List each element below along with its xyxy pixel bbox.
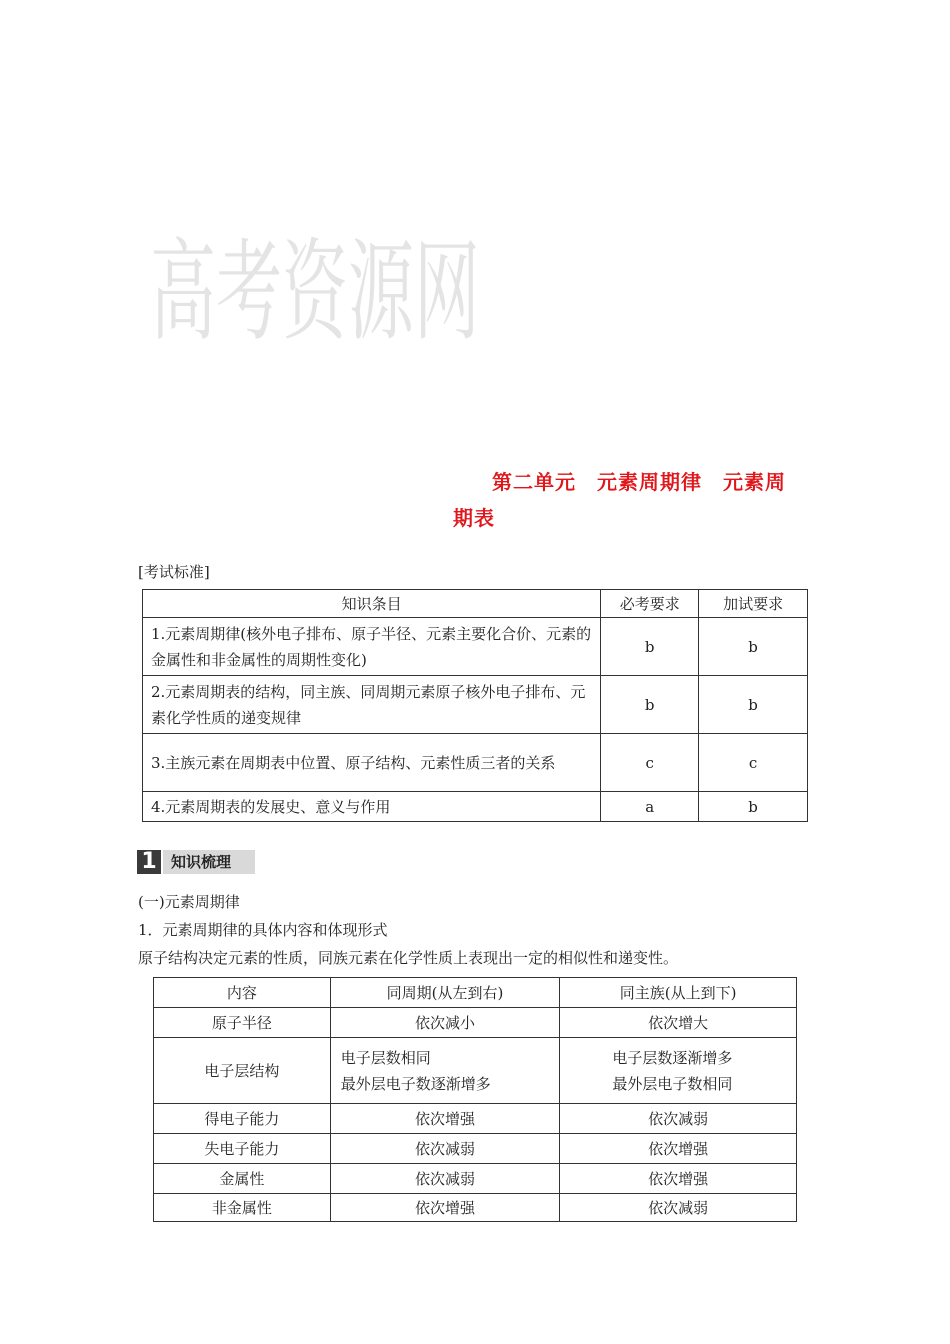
table-header-row [154,978,797,1008]
group-cell: 电子层数逐渐增多 最外层电子数相同 [560,1038,797,1104]
table-row [143,734,808,792]
table-row [154,1134,797,1164]
content-cell: 失电子能力 [154,1134,331,1164]
table-row [154,1104,797,1134]
unit-title-line1: 第二单元 元素周期律 元素周 [492,470,786,494]
content-cell: 原子半径 [154,1008,331,1038]
group-cell: 依次增大 [560,1008,797,1038]
extra-cell: b [699,618,808,676]
intro-paragraph: 原子结构决定元素的性质，同族元素在化学性质上表现出一定的相似性和递变性。 [138,949,679,967]
period-cell: 依次增强 [330,1104,560,1134]
table-row [154,1008,797,1038]
header-cell: 知识条目 [143,590,601,618]
point-heading: 1．元素周期律的具体内容和体现形式 [138,921,388,939]
watermark-text: 高考资源网 [150,228,480,356]
item-cell: 3.主族元素在周期表中位置、原子结构、元素性质三者的关系 [143,734,601,792]
table-header-row [143,590,808,618]
header-cell: 加试要求 [699,590,808,618]
item-cell: 2.元素周期表的结构，同主族、同周期元素原子核外电子排布、元素化学性质的递变规律 [143,676,601,734]
content-cell: 得电子能力 [154,1104,331,1134]
table-row [154,1164,797,1194]
unit-title-line2: 期表 [453,506,495,530]
required-cell: b [601,676,699,734]
table-row [143,618,808,676]
table-row [143,676,808,734]
section-label: 知识梳理 [163,850,255,874]
watermark-logo [150,180,490,370]
table-row [154,1194,797,1222]
required-cell: c [601,734,699,792]
period-cell: 电子层数相同 最外层电子数逐渐增多 [330,1038,560,1104]
exam-standards-table [142,589,808,822]
section-number: 1 [137,850,161,874]
required-cell: b [601,618,699,676]
period-cell: 依次减弱 [330,1134,560,1164]
period-cell: 依次增强 [330,1194,560,1222]
header-cell: 必考要求 [601,590,699,618]
table-row [143,792,808,822]
content-cell: 金属性 [154,1164,331,1194]
extra-cell: b [699,792,808,822]
table-row [154,1038,797,1104]
header-cell: 同主族(从上到下) [560,978,797,1008]
periodic-law-table [153,977,797,1222]
extra-cell: b [699,676,808,734]
group-cell: 依次减弱 [560,1194,797,1222]
period-cell: 依次减小 [330,1008,560,1038]
group-cell: 依次减弱 [560,1104,797,1134]
group-cell: 依次增强 [560,1134,797,1164]
item-cell: 4.元素周期表的发展史、意义与作用 [143,792,601,822]
header-cell: 内容 [154,978,331,1008]
item-cell: 1.元素周期律(核外电子排布、原子半径、元素主要化合价、元素的金属性和非金属性的周期性变化) [143,618,601,676]
sub-heading: (一)元素周期律 [138,893,240,911]
content-cell: 电子层结构 [154,1038,331,1104]
content-cell: 非金属性 [154,1194,331,1222]
group-cell: 依次增强 [560,1164,797,1194]
header-cell: 同周期(从左到右) [330,978,560,1008]
extra-cell: c [699,734,808,792]
period-cell: 依次减弱 [330,1164,560,1194]
exam-standard-label: [考试标准] [138,563,210,581]
required-cell: a [601,792,699,822]
section-heading [137,850,255,874]
